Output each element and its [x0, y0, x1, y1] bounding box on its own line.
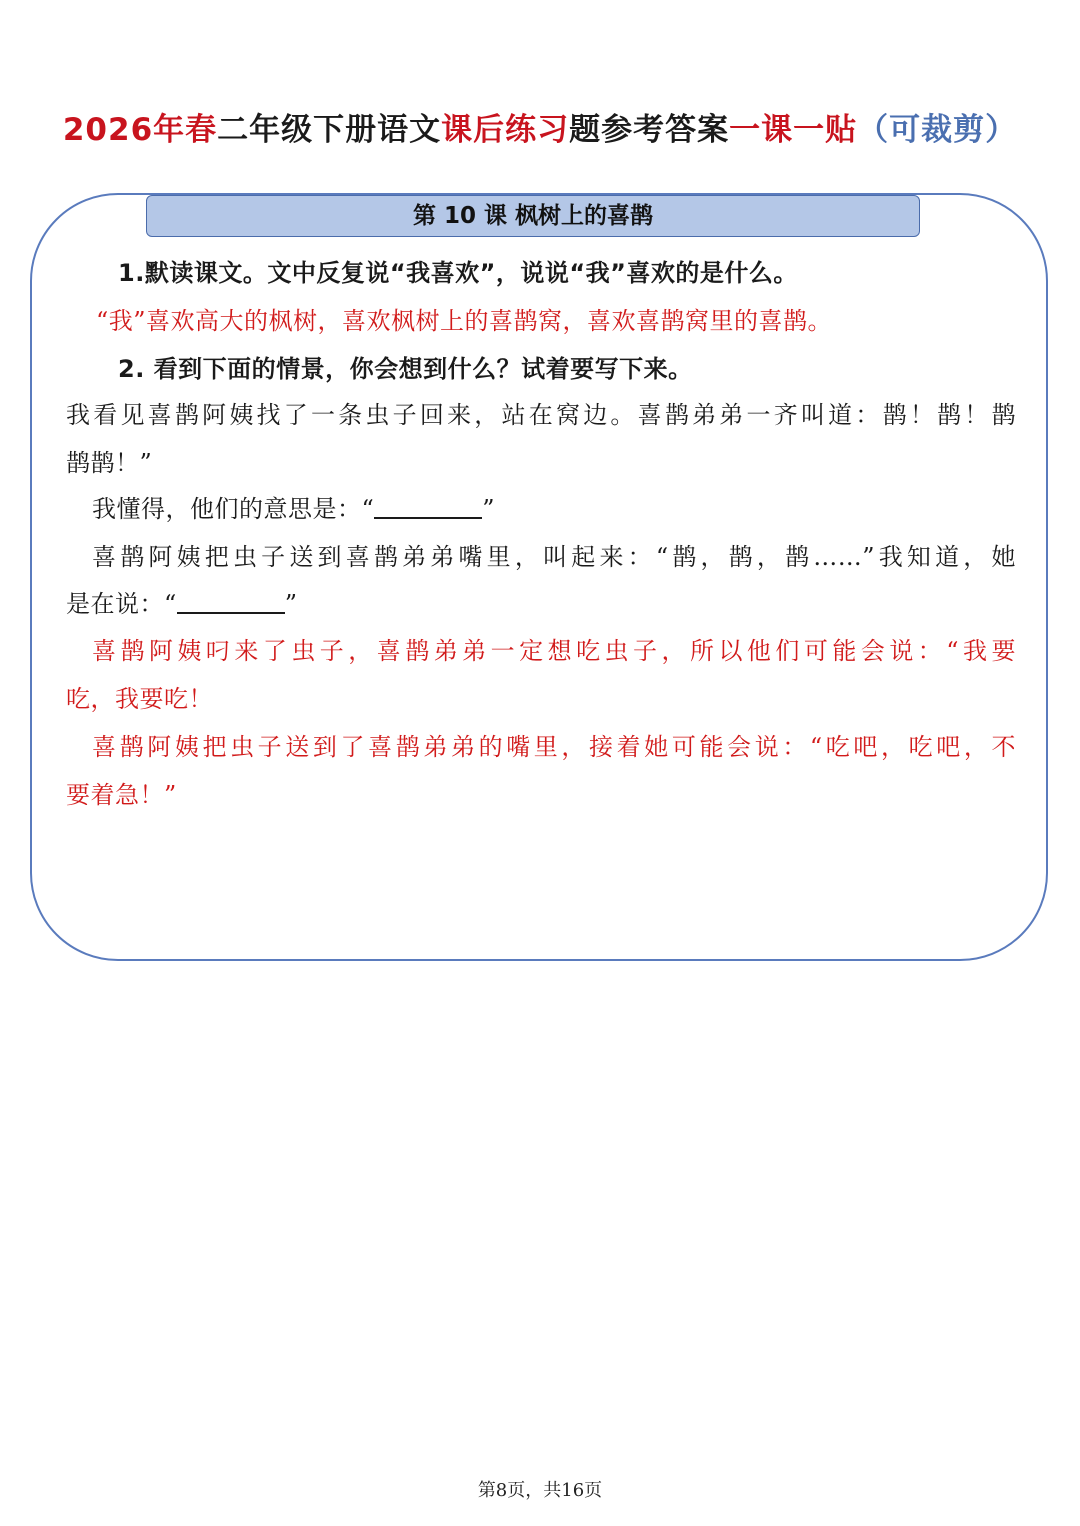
- question-2: 2. 看到下面的情景，你会想到什么？试着要写下来。: [118, 355, 693, 383]
- answer-2-line-2: 吃，我要吃！: [66, 685, 213, 713]
- page-title: [0, 104, 1080, 149]
- title-sticker: 一课一贴: [729, 112, 858, 148]
- title-grade: 二年级下册语文: [217, 112, 442, 148]
- scene-paragraph-line-1: 我看见喜鹊阿姨找了一条虫子回来，站在窝边。喜鹊弟弟一齐叫道：鹊！鹊！鹊: [66, 401, 1016, 429]
- lesson-title: 第 10 课 枫树上的喜鹊: [146, 195, 920, 237]
- title-answers: 题参考答案: [569, 112, 730, 148]
- prompt-paragraph-2-line-1: 喜鹊阿姨把虫子送到喜鹊弟弟嘴里，叫起来：“鹊，鹊，鹊……”我知道，她: [92, 543, 1016, 571]
- page-number: 第8页，共16页: [477, 1480, 603, 1501]
- prompt-2-suffix: ”: [284, 590, 298, 618]
- title-year: 2026年春: [62, 112, 218, 148]
- scene-paragraph-line-2: 鹊鹊！”: [66, 449, 153, 477]
- answer-blank-1: [374, 495, 482, 519]
- prompt-2-prefix: 是在说：“: [66, 590, 177, 618]
- prompt-1-prefix: 我懂得，他们的意思是：“: [92, 495, 375, 523]
- answer-2-line-1: 喜鹊阿姨叼来了虫子，喜鹊弟弟一定想吃虫子，所以他们可能会说：“我要: [92, 637, 1016, 665]
- title-cuttable: （可裁剪）: [857, 112, 1018, 148]
- answer-3-line-1: 喜鹊阿姨把虫子送到了喜鹊弟弟的嘴里，接着她可能会说：“吃吧，吃吧，不: [92, 733, 1016, 761]
- prompt-1-suffix: ”: [482, 495, 496, 523]
- answer-3-line-2: 要着急！”: [66, 781, 177, 809]
- title-exercise: 课后练习: [441, 112, 570, 148]
- prompt-paragraph-2-line-2: [66, 580, 1016, 628]
- prompt-paragraph-1: [92, 485, 1042, 533]
- answer-blank-2: [177, 590, 285, 614]
- answer-1: “我”喜欢高大的枫树，喜欢枫树上的喜鹊窝，喜欢喜鹊窝里的喜鹊。: [96, 307, 833, 335]
- question-1: 1.默读课文。文中反复说“我喜欢”，说说“我”喜欢的是什么。: [118, 259, 798, 287]
